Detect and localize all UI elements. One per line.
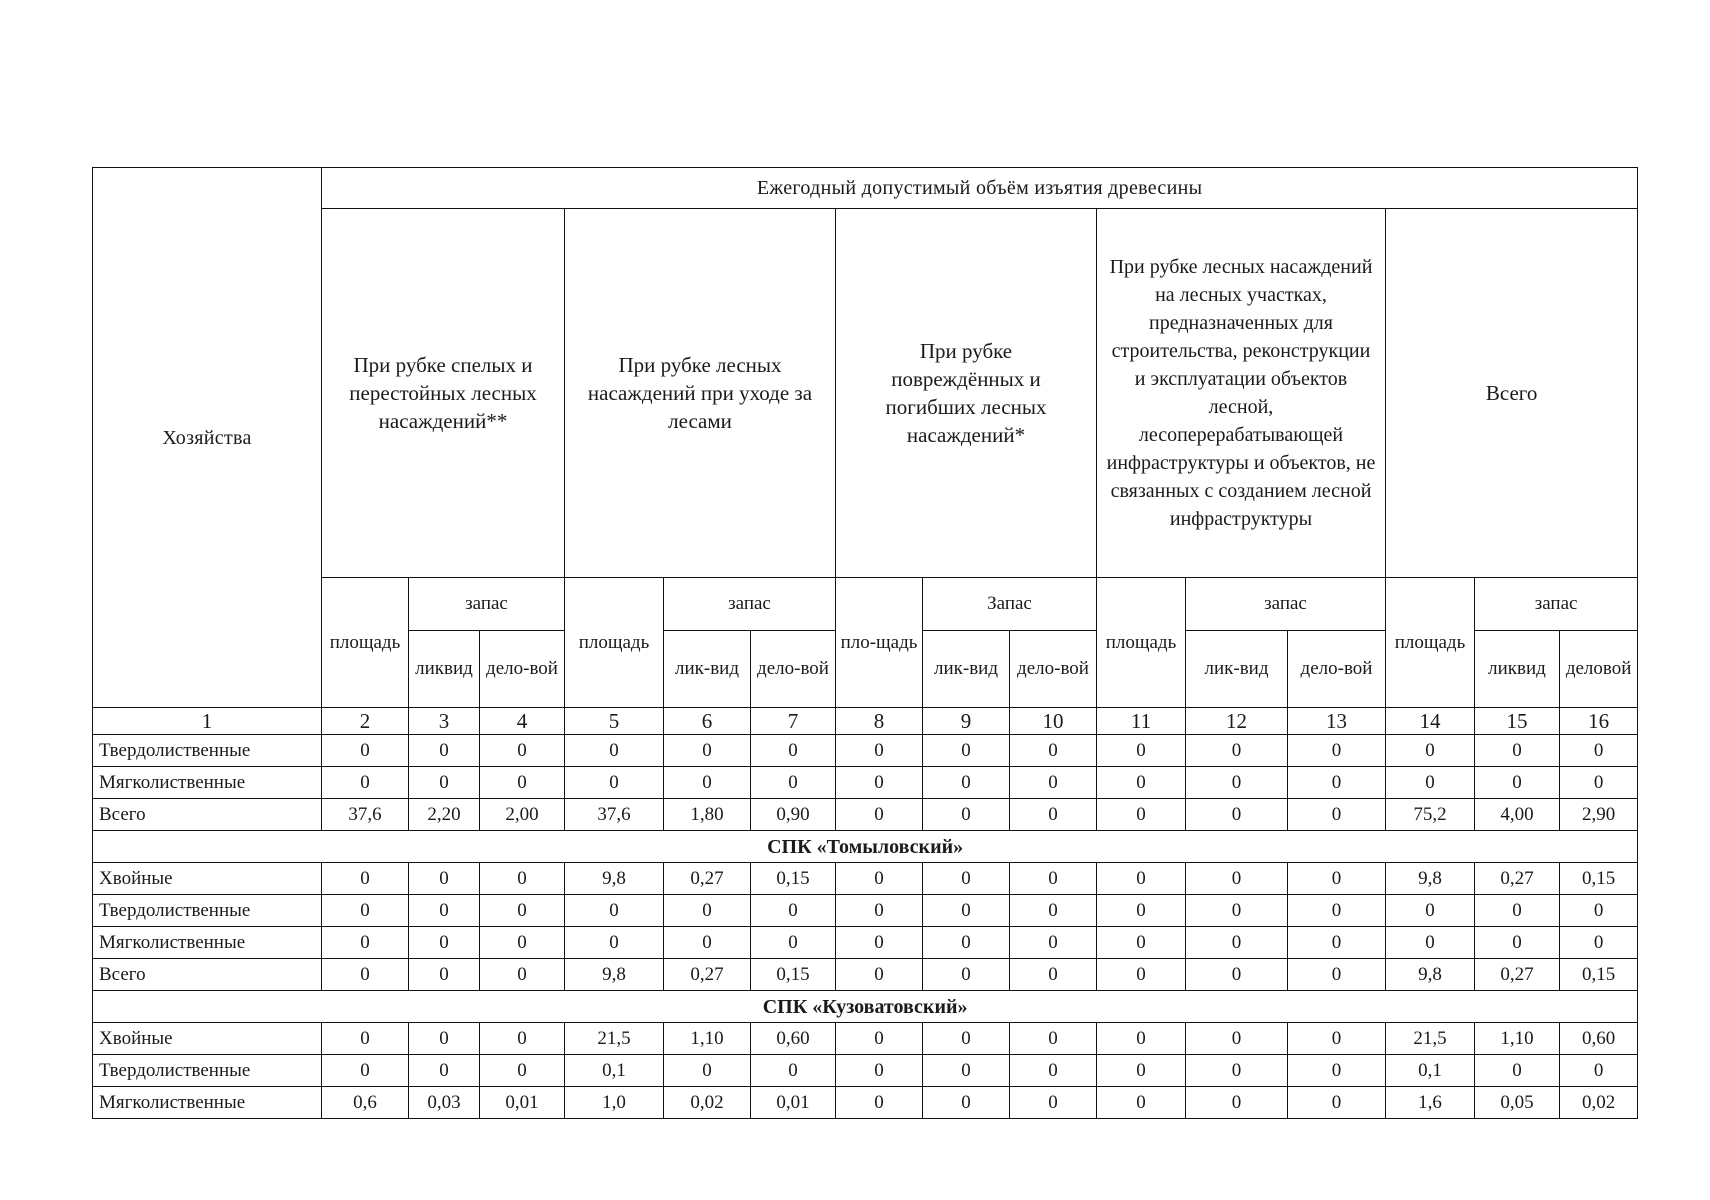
column-number: 9 [923, 708, 1010, 735]
table-cell: 0,27 [1475, 959, 1560, 991]
table-cell: 37,6 [565, 799, 664, 831]
stock-header: запас [1186, 578, 1386, 631]
table-cell: 0 [1097, 863, 1186, 895]
group-header-damaged: При рубке повреждённых и погибших лесных насаждений* [836, 209, 1097, 578]
table-cell: 0 [322, 767, 409, 799]
table-cell: 37,6 [322, 799, 409, 831]
table-cell: 0 [1186, 799, 1288, 831]
table-cell: 0 [1288, 767, 1386, 799]
table-cell: 0,27 [664, 863, 751, 895]
table-cell: 0 [565, 767, 664, 799]
table-cell: 1,10 [664, 1023, 751, 1055]
column-number: 4 [480, 708, 565, 735]
stock-header: запас [664, 578, 836, 631]
table-cell: 0 [1010, 735, 1097, 767]
table-cell: 0,15 [1560, 863, 1638, 895]
table-cell: 0 [664, 735, 751, 767]
area-header: пло-щадь [836, 578, 923, 708]
row-label: Мягколиственные [93, 767, 322, 799]
table-cell: 1,6 [1386, 1087, 1475, 1119]
table-cell: 0 [322, 735, 409, 767]
table-cell: 0 [409, 863, 480, 895]
table-cell: 0 [480, 895, 565, 927]
table-cell: 0 [480, 1023, 565, 1055]
table-cell: 2,00 [480, 799, 565, 831]
row-label: Всего [93, 799, 322, 831]
table-cell: 0 [923, 767, 1010, 799]
table-row [93, 863, 1638, 895]
table-cell: 0 [480, 863, 565, 895]
table-cell: 0 [664, 767, 751, 799]
table-cell: 0 [1560, 735, 1638, 767]
area-header: площадь [322, 578, 409, 708]
table-cell: 0 [1288, 959, 1386, 991]
group-header-total: Всего [1386, 209, 1638, 578]
table-cell: 0 [480, 1055, 565, 1087]
table-cell: 0 [1475, 767, 1560, 799]
table-cell: 0 [480, 927, 565, 959]
table-cell: 0,02 [664, 1087, 751, 1119]
stock-header: запас [1475, 578, 1638, 631]
farm-header: Хозяйства [93, 168, 322, 708]
table-cell: 0 [322, 1023, 409, 1055]
column-number: 12 [1186, 708, 1288, 735]
table-cell: 0 [751, 895, 836, 927]
table-cell: 0 [923, 1087, 1010, 1119]
table-cell: 0,27 [1475, 863, 1560, 895]
table-cell: 0 [1186, 895, 1288, 927]
table-row [93, 735, 1638, 767]
table-cell: 9,8 [1386, 959, 1475, 991]
table-cell: 9,8 [1386, 863, 1475, 895]
table-cell: 0 [1475, 735, 1560, 767]
table-cell: 0 [409, 959, 480, 991]
table-row [93, 1023, 1638, 1055]
table-cell: 0 [923, 1023, 1010, 1055]
table-cell: 0 [1010, 1055, 1097, 1087]
table-cell: 0,15 [1560, 959, 1638, 991]
table-cell: 0 [322, 863, 409, 895]
table-cell: 0,1 [565, 1055, 664, 1087]
table-cell: 0 [751, 927, 836, 959]
table-cell: 0 [1288, 1023, 1386, 1055]
table-cell: 0 [1288, 895, 1386, 927]
area-header: площадь [1386, 578, 1475, 708]
table-cell: 0 [836, 959, 923, 991]
table-row [93, 927, 1638, 959]
column-number: 5 [565, 708, 664, 735]
table-cell: 9,8 [565, 959, 664, 991]
table-cell: 0 [565, 735, 664, 767]
table-cell: 0 [322, 959, 409, 991]
table-cell: 0 [1097, 767, 1186, 799]
main-header: Ежегодный допустимый объём изъятия древесины [322, 168, 1638, 209]
table-cell: 0 [836, 863, 923, 895]
table-row [93, 799, 1638, 831]
column-number: 10 [1010, 708, 1097, 735]
table-row [93, 959, 1638, 991]
row-label: Твердолиственные [93, 1055, 322, 1087]
table-cell: 0 [751, 735, 836, 767]
table-cell: 0 [923, 735, 1010, 767]
table-cell: 0 [322, 927, 409, 959]
table-row [93, 1055, 1638, 1087]
table-cell: 0 [1288, 1055, 1386, 1087]
table-cell: 0 [1560, 767, 1638, 799]
table-row [93, 1087, 1638, 1119]
table-cell: 0 [1097, 895, 1186, 927]
table-cell: 0,60 [751, 1023, 836, 1055]
column-number: 2 [322, 708, 409, 735]
table-cell: 0,27 [664, 959, 751, 991]
table-cell: 0 [1097, 959, 1186, 991]
liquid-header: ликвид [409, 631, 480, 708]
section-title: СПК «Томыловский» [93, 831, 1638, 863]
table-cell: 0 [1010, 1023, 1097, 1055]
table-cell: 0 [836, 767, 923, 799]
table-cell: 0 [1475, 1055, 1560, 1087]
table-cell: 0 [1386, 927, 1475, 959]
table-cell: 0 [409, 1023, 480, 1055]
table-cell: 0 [409, 1055, 480, 1087]
table-cell: 0 [1186, 959, 1288, 991]
row-label: Хвойные [93, 1023, 322, 1055]
table-cell: 0 [1560, 1055, 1638, 1087]
table-cell: 0 [923, 895, 1010, 927]
table-cell: 0 [1010, 895, 1097, 927]
table-cell: 0 [923, 799, 1010, 831]
area-header: площадь [1097, 578, 1186, 708]
column-number-row [93, 708, 1638, 735]
table-cell: 0 [322, 895, 409, 927]
table-cell: 9,8 [565, 863, 664, 895]
table-cell: 0 [836, 735, 923, 767]
column-number: 14 [1386, 708, 1475, 735]
table-cell: 1,0 [565, 1087, 664, 1119]
stock-header: запас [409, 578, 565, 631]
table-cell: 0 [751, 767, 836, 799]
table-cell: 0 [1010, 959, 1097, 991]
table-cell: 0,15 [751, 959, 836, 991]
table-cell: 0 [1288, 1087, 1386, 1119]
table-cell: 0 [1186, 1023, 1288, 1055]
area-header: площадь [565, 578, 664, 708]
row-label: Мягколиственные [93, 927, 322, 959]
table-cell: 0 [1186, 927, 1288, 959]
table-cell: 21,5 [565, 1023, 664, 1055]
table-cell: 0 [409, 735, 480, 767]
table-cell: 0,90 [751, 799, 836, 831]
table-cell: 0 [1386, 895, 1475, 927]
table-cell: 0 [1186, 1055, 1288, 1087]
table-cell: 2,90 [1560, 799, 1638, 831]
business-header: дело-вой [1010, 631, 1097, 708]
column-number: 8 [836, 708, 923, 735]
table-cell: 2,20 [409, 799, 480, 831]
table-cell: 0,6 [322, 1087, 409, 1119]
table-cell: 0 [836, 1023, 923, 1055]
table-cell: 0 [1097, 1055, 1186, 1087]
table-cell: 0,01 [480, 1087, 565, 1119]
table-cell: 0 [1097, 927, 1186, 959]
business-header: дело-вой [480, 631, 565, 708]
row-label: Твердолиственные [93, 735, 322, 767]
table-cell: 0,05 [1475, 1087, 1560, 1119]
table-cell: 0 [565, 895, 664, 927]
table-cell: 0 [565, 927, 664, 959]
table-cell: 0 [1097, 1023, 1186, 1055]
table-cell: 4,00 [1475, 799, 1560, 831]
table-cell: 0,15 [751, 863, 836, 895]
table-cell: 0 [1010, 767, 1097, 799]
business-header: дело-вой [751, 631, 836, 708]
table-cell: 0 [409, 767, 480, 799]
table-cell: 0,02 [1560, 1087, 1638, 1119]
table-cell: 0 [836, 895, 923, 927]
table-cell: 0 [1010, 927, 1097, 959]
table-cell: 0,1 [1386, 1055, 1475, 1087]
table-cell: 0 [480, 959, 565, 991]
row-label: Всего [93, 959, 322, 991]
table-cell: 0 [1475, 927, 1560, 959]
table-row [93, 895, 1638, 927]
table-cell: 0 [322, 1055, 409, 1087]
table-cell: 0 [664, 895, 751, 927]
timber-volume-table [92, 167, 1638, 1119]
table-cell: 0 [409, 895, 480, 927]
table-body [93, 168, 1638, 1119]
table-cell: 0 [480, 735, 565, 767]
table-cell: 0 [1097, 1087, 1186, 1119]
table-cell: 0 [1097, 735, 1186, 767]
column-number: 11 [1097, 708, 1186, 735]
table-cell: 21,5 [1386, 1023, 1475, 1055]
table-cell: 0 [836, 1087, 923, 1119]
table-cell: 1,80 [664, 799, 751, 831]
row-label: Хвойные [93, 863, 322, 895]
table-cell: 0 [751, 1055, 836, 1087]
table-cell: 0 [836, 927, 923, 959]
table-cell: 0 [1288, 863, 1386, 895]
table-cell: 0 [1288, 735, 1386, 767]
column-number: 6 [664, 708, 751, 735]
row-label: Мягколиственные [93, 1087, 322, 1119]
table-cell: 0 [1186, 767, 1288, 799]
liquid-header: лик-вид [923, 631, 1010, 708]
section-row [93, 831, 1638, 863]
table-cell: 0 [1186, 863, 1288, 895]
table-cell: 0 [1010, 799, 1097, 831]
table-cell: 0 [923, 927, 1010, 959]
liquid-header: лик-вид [1186, 631, 1288, 708]
stock-header: Запас [923, 578, 1097, 631]
column-number: 7 [751, 708, 836, 735]
table-cell: 0 [1560, 895, 1638, 927]
table-row [93, 767, 1638, 799]
table-cell: 0 [1386, 735, 1475, 767]
table-cell: 0,03 [409, 1087, 480, 1119]
section-row [93, 991, 1638, 1023]
table-cell: 1,10 [1475, 1023, 1560, 1055]
table-cell: 0 [1386, 767, 1475, 799]
table-cell: 75,2 [1386, 799, 1475, 831]
business-header: дело-вой [1288, 631, 1386, 708]
table-cell: 0 [1288, 927, 1386, 959]
table-cell: 0 [923, 1055, 1010, 1087]
table-cell: 0 [836, 1055, 923, 1087]
section-title: СПК «Кузоватовский» [93, 991, 1638, 1023]
table-cell: 0 [1097, 799, 1186, 831]
column-number: 3 [409, 708, 480, 735]
table-cell: 0 [923, 863, 1010, 895]
business-header: деловой [1560, 631, 1638, 708]
group-header-care: При рубке лесных насаждений при уходе за лесами [565, 209, 836, 578]
document-page [92, 167, 1638, 1119]
row-label: Твердолиственные [93, 895, 322, 927]
table-cell: 0 [409, 927, 480, 959]
column-number: 15 [1475, 708, 1560, 735]
table-cell: 0 [923, 959, 1010, 991]
table-cell: 0 [1010, 1087, 1097, 1119]
liquid-header: ликвид [1475, 631, 1560, 708]
liquid-header: лик-вид [664, 631, 751, 708]
group-header-construction: При рубке лесных насаждений на лесных участках, предназначенных для строительства, реконструкции и эксплуатации объектов лесной, лесоперерабатывающей инфраструктуры и объектов, не связанных с созданием лесной инфраструктуры [1097, 209, 1386, 578]
table-cell: 0 [664, 927, 751, 959]
table-cell: 0 [480, 767, 565, 799]
table-cell: 0 [836, 799, 923, 831]
table-cell: 0 [1560, 927, 1638, 959]
table-cell: 0 [1186, 735, 1288, 767]
table-cell: 0,60 [1560, 1023, 1638, 1055]
table-cell: 0 [1010, 863, 1097, 895]
column-number: 1 [93, 708, 322, 735]
column-number: 16 [1560, 708, 1638, 735]
table-cell: 0,01 [751, 1087, 836, 1119]
table-cell: 0 [1475, 895, 1560, 927]
table-cell: 0 [664, 1055, 751, 1087]
table-cell: 0 [1288, 799, 1386, 831]
column-number: 13 [1288, 708, 1386, 735]
table-cell: 0 [1186, 1087, 1288, 1119]
group-header-mature: При рубке спелых и перестойных лесных насаждений** [322, 209, 565, 578]
